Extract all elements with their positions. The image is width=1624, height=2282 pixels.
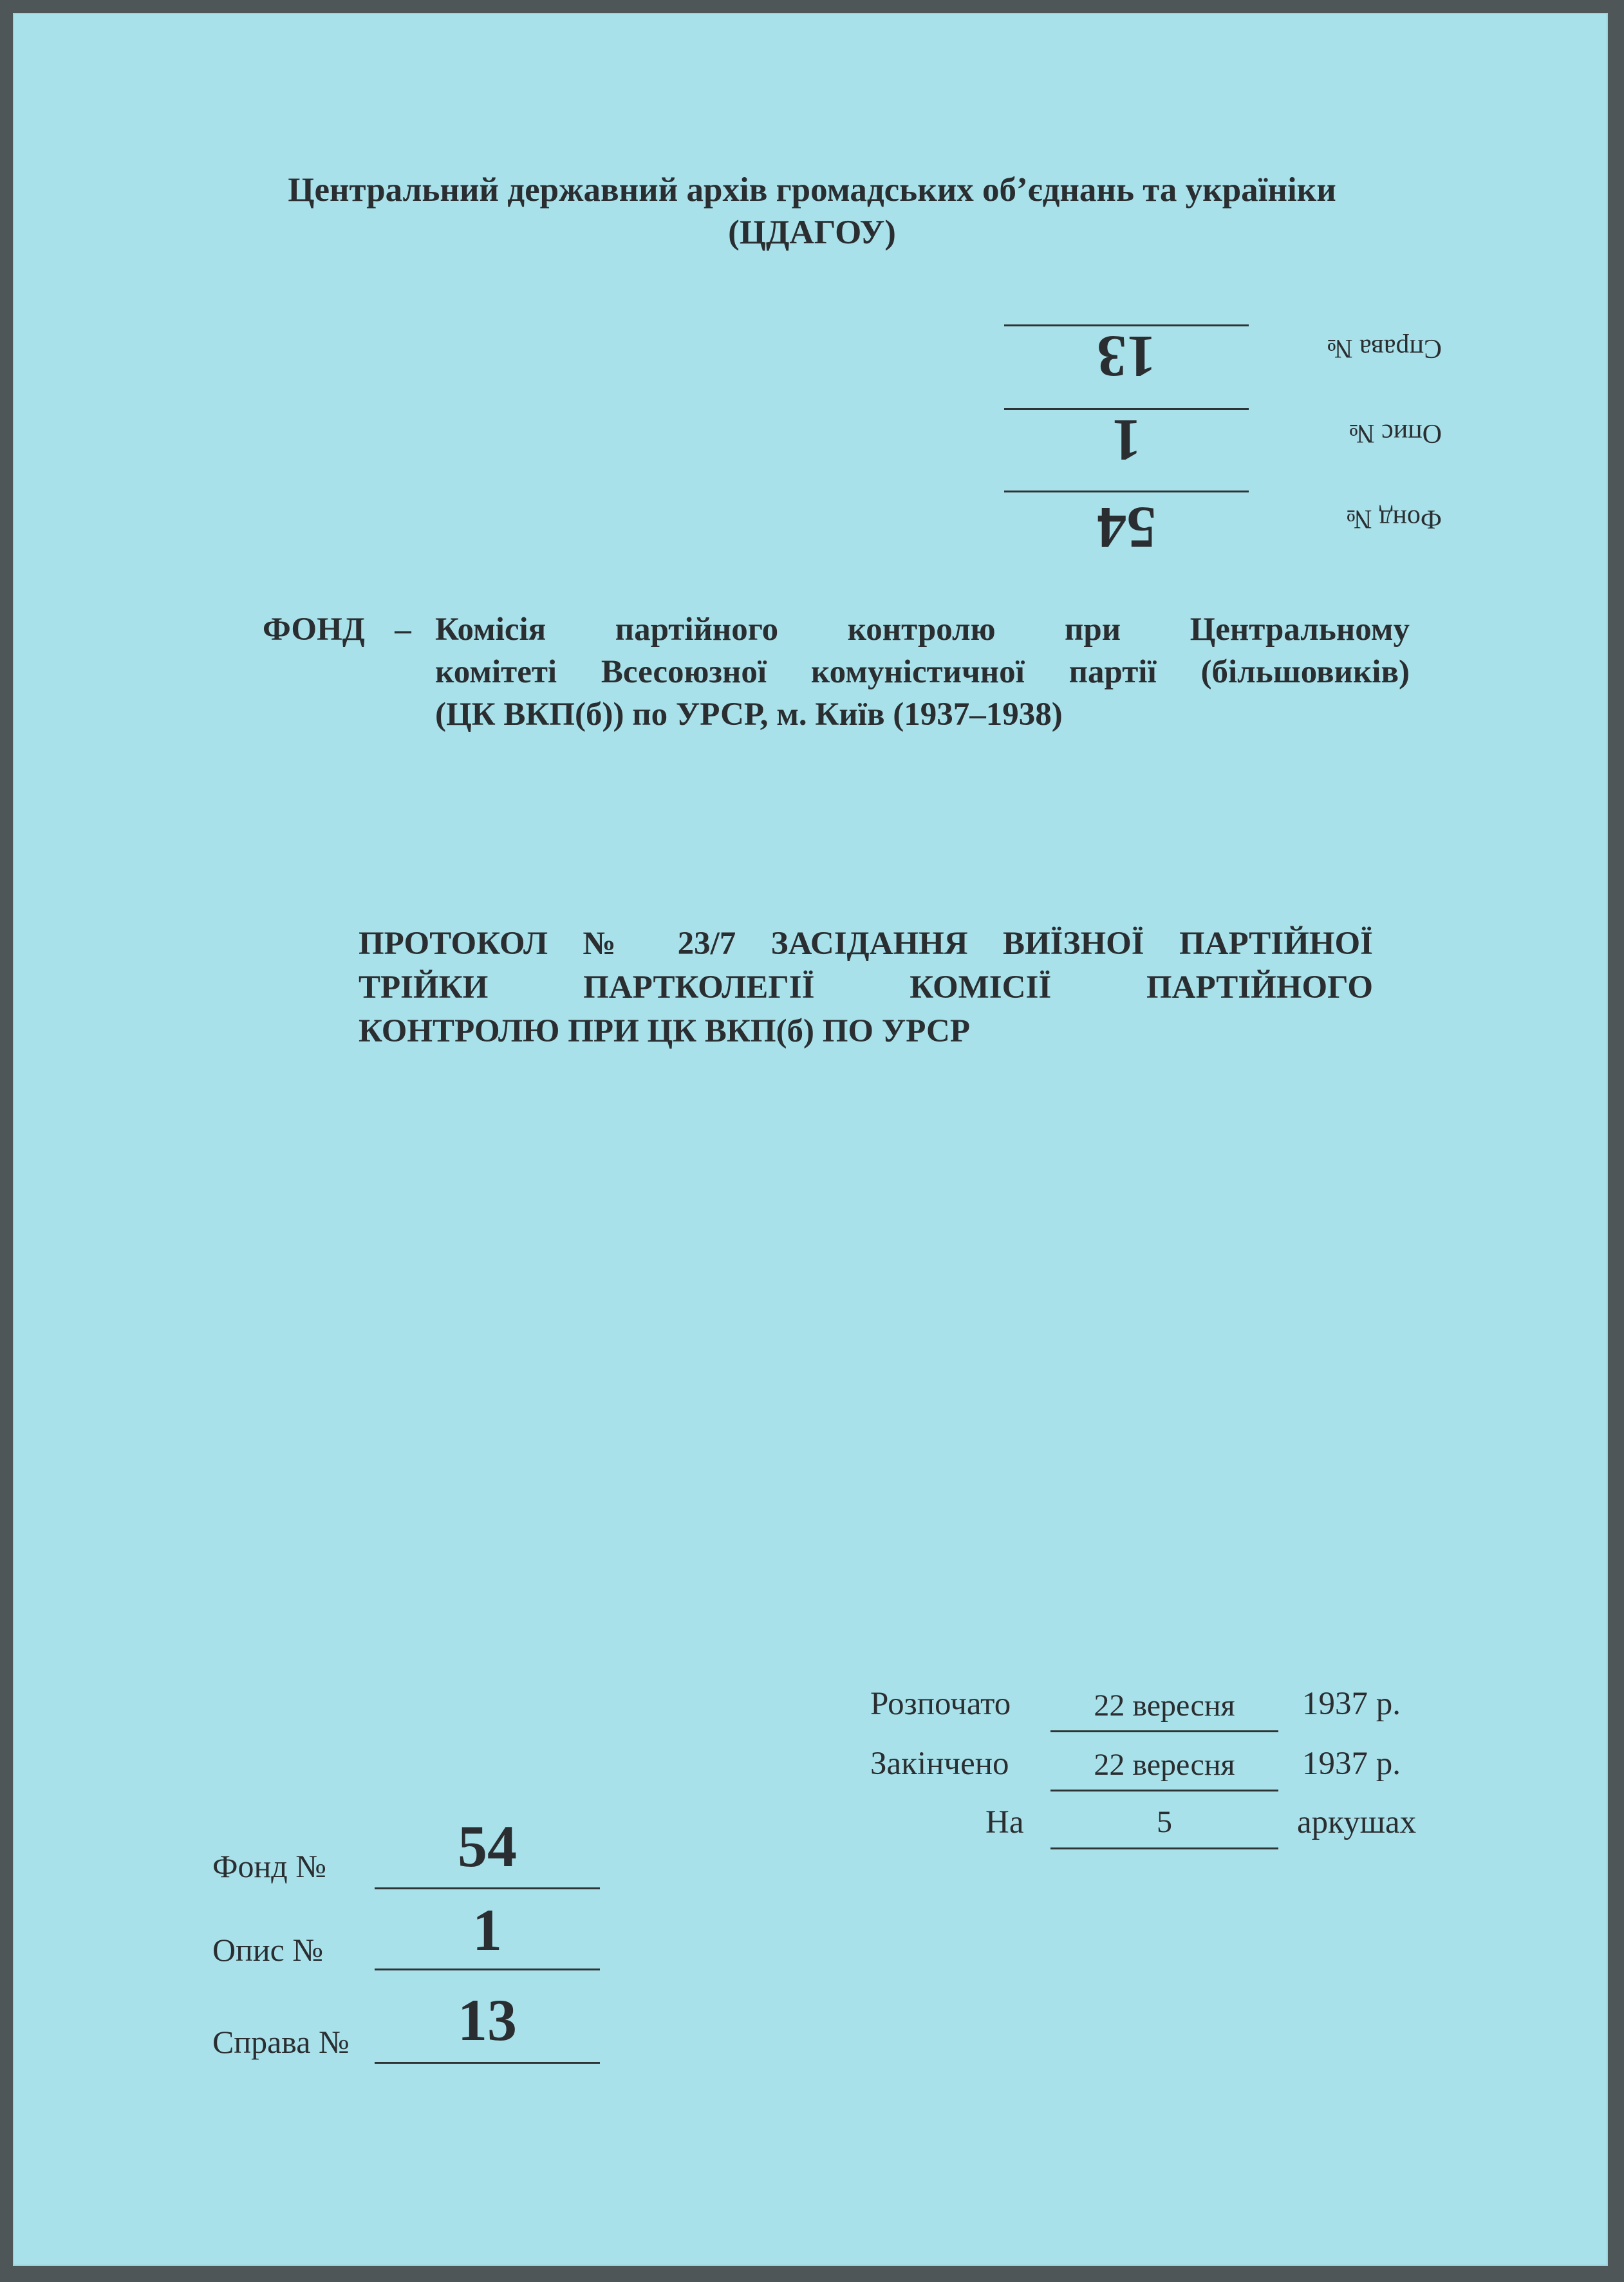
footer-sprava-line bbox=[375, 2062, 600, 2064]
ended-label: Закінчено bbox=[870, 1746, 1009, 1782]
archive-abbreviation: (ЦДАГОУ) bbox=[728, 214, 896, 251]
footer-opys-line bbox=[375, 1969, 600, 1970]
footer-sprava-label: Справа № bbox=[212, 2024, 350, 2060]
spine-sprava-label: Справа № bbox=[1327, 333, 1442, 363]
archive-header bbox=[0, 169, 1624, 254]
started-line bbox=[1050, 1730, 1278, 1732]
footer-opys-value: 1 bbox=[472, 1897, 502, 1963]
sheets-value: 5 bbox=[1157, 1805, 1172, 1839]
document-title-line: ПРОТОКОЛ № 23/7 ЗАСІДАННЯ ВИЇЗНОЇ ПАРТІЙНОЇ bbox=[359, 926, 1373, 962]
archive-name: Центральний державний архів громадських об’єднань та україніки bbox=[288, 171, 1336, 209]
ended-year: 1937 р. bbox=[1302, 1746, 1401, 1782]
sheets-line bbox=[1050, 1847, 1278, 1849]
spine-opys-label: Опис № bbox=[1349, 418, 1442, 448]
spine-sprava-line bbox=[1004, 324, 1249, 326]
ended-value: 22 вересня bbox=[1094, 1748, 1235, 1782]
fond-line: (ЦК ВКП(б)) по УРСР, м. Київ (1937–1938) bbox=[435, 697, 1063, 733]
spine-fond-line bbox=[1004, 491, 1249, 492]
fond-text bbox=[435, 608, 1410, 736]
started-value: 22 вересня bbox=[1094, 1688, 1235, 1723]
started-label: Розпочато bbox=[870, 1686, 1011, 1722]
spine-fond-value: 54 bbox=[1097, 495, 1156, 561]
sheets-unit: аркушах bbox=[1297, 1804, 1417, 1840]
fond-line: комітеті Всесоюзної комуністичної партії (більшовиків) bbox=[435, 654, 1410, 690]
spine-fond-label: Фонд № bbox=[1346, 504, 1442, 534]
footer-fond-line bbox=[375, 1887, 600, 1889]
document-title bbox=[359, 922, 1373, 1053]
sheets-label: На bbox=[985, 1804, 1024, 1840]
spine-sprava-value: 13 bbox=[1097, 324, 1156, 389]
upside-down-spine-block bbox=[1004, 286, 1442, 561]
document-title-line: КОНТРОЛЮ ПРИ ЦК ВКП(б) ПО УРСР bbox=[359, 1013, 971, 1049]
spine-opys-line bbox=[1004, 408, 1249, 410]
fond-dash: – bbox=[395, 612, 411, 648]
footer-sprava-value: 13 bbox=[458, 1987, 517, 2053]
ended-line bbox=[1050, 1790, 1278, 1791]
fond-line: Комісія партійного контролю при Центральному bbox=[435, 612, 1410, 648]
footer-opys-label: Опис № bbox=[212, 1932, 324, 1968]
spine-opys-value: 1 bbox=[1112, 407, 1141, 473]
footer-fond-label: Фонд № bbox=[212, 1848, 326, 1884]
started-year: 1937 р. bbox=[1302, 1686, 1401, 1722]
footer-fond-value: 54 bbox=[458, 1813, 517, 1879]
document-title-line: ТРІЙКИ ПАРТКОЛЕГІЇ КОМІСІЇ ПАРТІЙНОГО bbox=[359, 969, 1373, 1005]
fond-label: ФОНД bbox=[263, 612, 365, 648]
